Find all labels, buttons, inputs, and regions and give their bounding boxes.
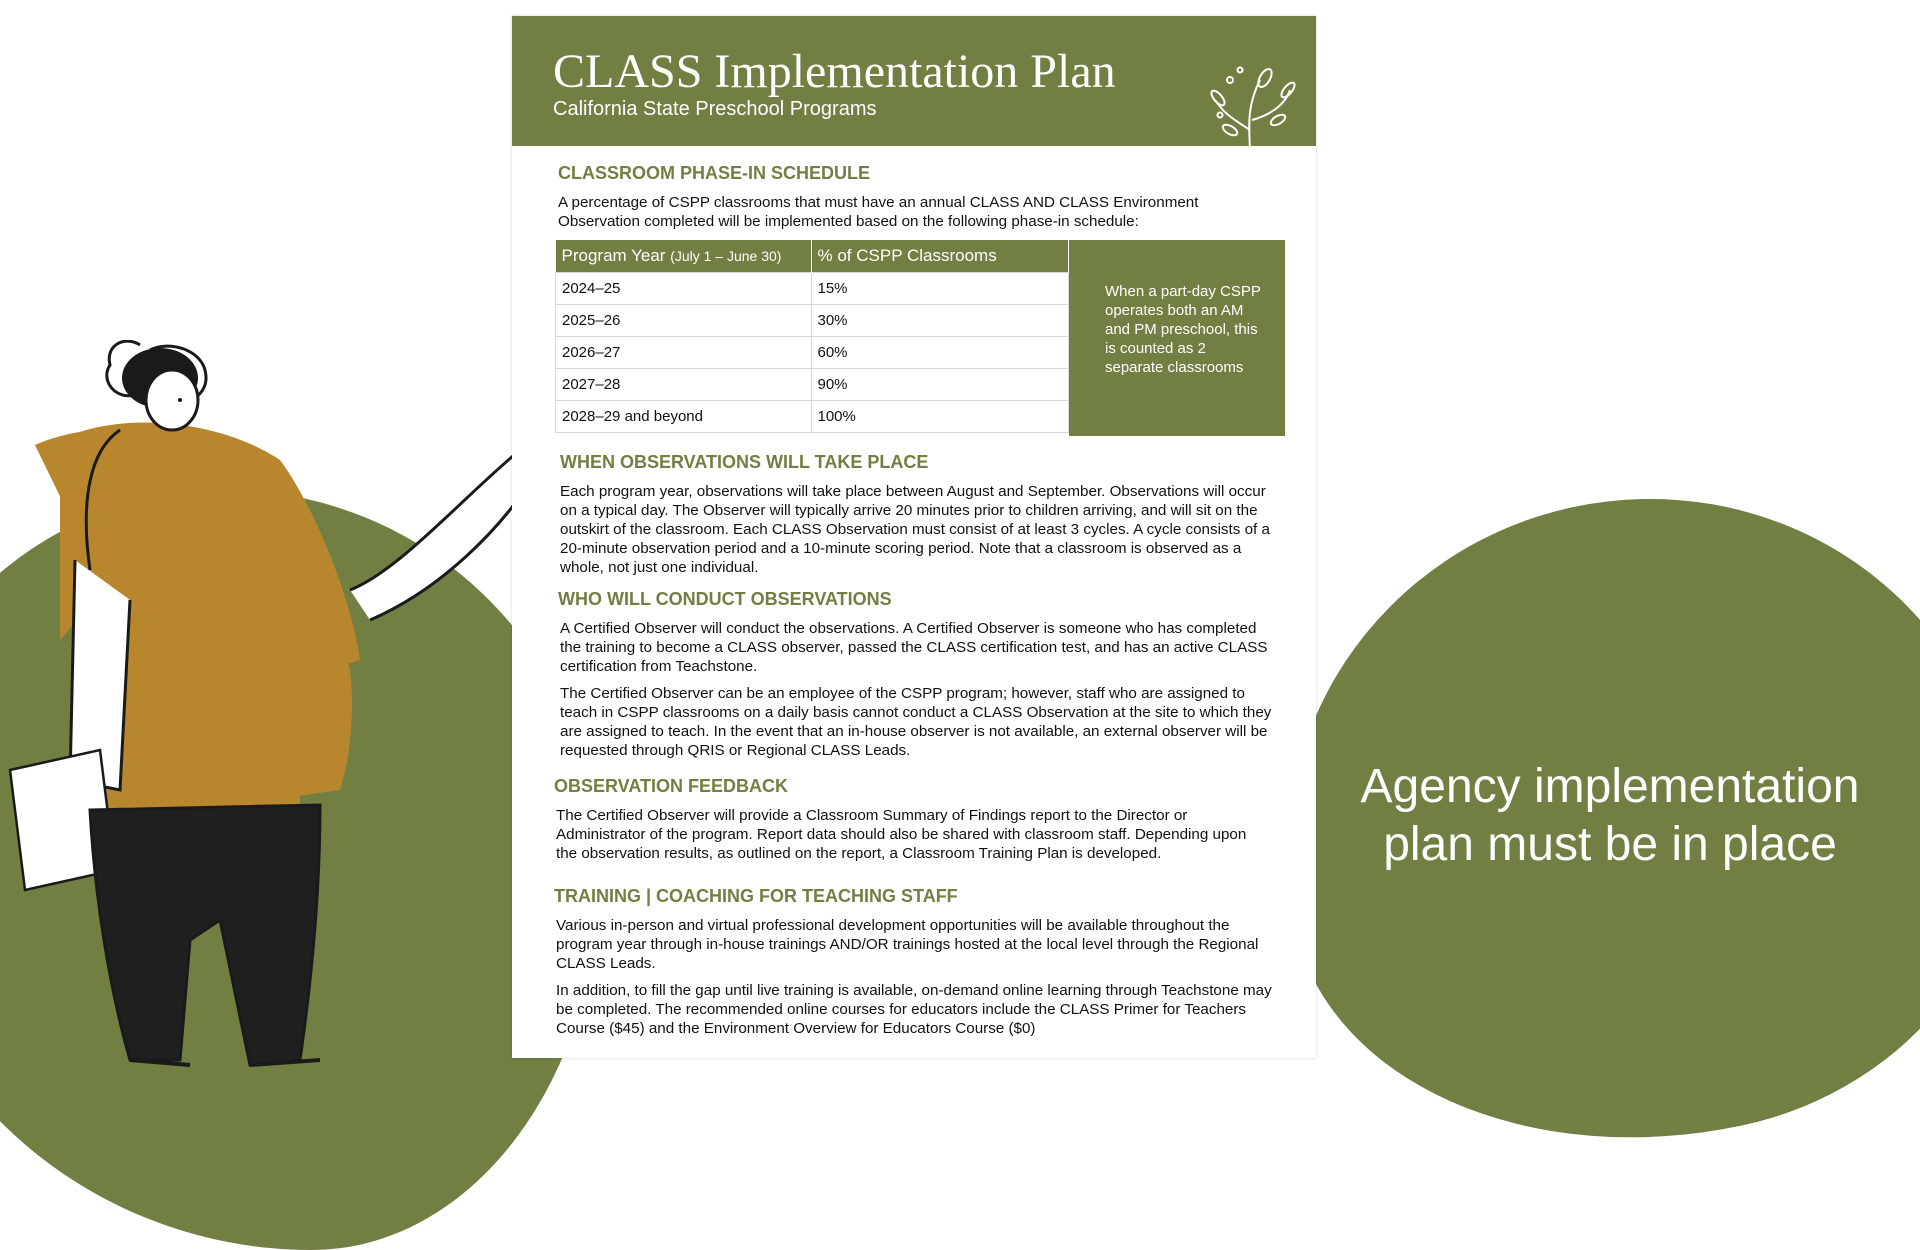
table-cell-percent: 100%: [811, 401, 1069, 433]
table-cell-percent: 30%: [811, 305, 1069, 337]
slide-caption-line2: plan must be in place: [1383, 818, 1837, 871]
document-header: [512, 16, 1316, 146]
section-heading-phase-in: CLASSROOM PHASE-IN SCHEDULE: [558, 163, 871, 183]
table-cell-percent: 90%: [811, 369, 1069, 401]
who-body-2: The Certified Observer can be an employee of the CSPP program; however, staff who are assigned to teach in CSPP classrooms on a daily basis cannot conduct a CLASS Observation at the site to which they are assigned to teach. In the event that an in-house observer is not available, an external observer will be requested through QRIS or Regional CLASS Leads.: [560, 685, 1272, 759]
program-year-note: (July 1 – June 30): [670, 248, 782, 264]
table-row: [556, 369, 1069, 401]
section-heading-feedback: OBSERVATION FEEDBACK: [554, 776, 789, 796]
section-heading-training: TRAINING | COACHING FOR TEACHING STAFF: [554, 886, 958, 906]
table-header-row: [556, 240, 1069, 273]
phase-in-intro: A percentage of CSPP classrooms that must have an annual CLASS AND CLASS Environment Observation completed will be implemented based on the following phase-in schedule:: [558, 194, 1199, 230]
program-year-label: Program Year: [561, 246, 666, 265]
part-day-callout: When a part-day CSPP operates both an AM and PM preschool, this is counted as 2 separate classrooms: [1069, 240, 1285, 436]
table-header-percent: % of CSPP Classrooms: [811, 240, 1069, 273]
table-cell-year: 2025–26: [556, 305, 812, 337]
section-heading-when: WHEN OBSERVATIONS WILL TAKE PLACE: [560, 452, 929, 472]
botanical-ornament-icon: [1190, 60, 1302, 156]
table-row: [556, 401, 1069, 433]
slide-caption-line1: Agency implementation: [1360, 760, 1860, 813]
person-illustration: [0, 340, 560, 1080]
table-row: [556, 305, 1069, 337]
table-row: [556, 273, 1069, 305]
table-cell-year: 2027–28: [556, 369, 812, 401]
slide-caption: [1330, 758, 1890, 874]
implementation-plan-document: [512, 16, 1316, 1058]
training-body-2: In addition, to fill the gap until live training is available, on-demand online learning through Teachstone may be completed. The recommended online courses for educators include the CLASS Primer for Teachers Course ($45) and the Environment Overview for Educators Course ($0): [556, 982, 1272, 1037]
document-title: CLASS Implementation Plan: [553, 45, 1116, 98]
document-subtitle: California State Preschool Programs: [553, 98, 877, 120]
table-cell-percent: 60%: [811, 337, 1069, 369]
feedback-body: The Certified Observer will provide a Classroom Summary of Findings report to the Director or Administrator of the program. Report data should also be shared with classroom staff. Depending upon the observation results, as outlined on the report, a Classroom Training Plan is developed.: [556, 807, 1247, 862]
table-cell-year: 2026–27: [556, 337, 812, 369]
when-body: Each program year, observations will take place between August and September. Observations will occur on a typical day. The Observer will typically arrive 20 minutes prior to children arriving, and will sit on the outskirt of the classroom. Each CLASS Observation must consist of at least 3 cycles. A cycle consists of a 20-minute observation period and a 10-minute scoring period. Note that a classroom is observed as a whole, not just one individual.: [560, 483, 1270, 576]
table-cell-percent: 15%: [811, 273, 1069, 305]
who-body-1: A Certified Observer will conduct the observations. A Certified Observer is someone who has completed the training to become a CLASS observer, passed the CLASS certification test, and has an active CLASS certification from Teachstone.: [560, 620, 1268, 675]
table-cell-year: 2024–25: [556, 273, 812, 305]
training-body-1: Various in-person and virtual professional development opportunities will be available throughout the program year through in-house trainings AND/OR trainings hosted at the local level through the Regional CLASS Leads.: [556, 917, 1259, 972]
phase-in-table: [555, 240, 1069, 433]
section-heading-who: WHO WILL CONDUCT OBSERVATIONS: [558, 589, 892, 609]
table-header-program-year: [556, 240, 812, 273]
table-row: [556, 337, 1069, 369]
table-cell-year: 2028–29 and beyond: [556, 401, 812, 433]
